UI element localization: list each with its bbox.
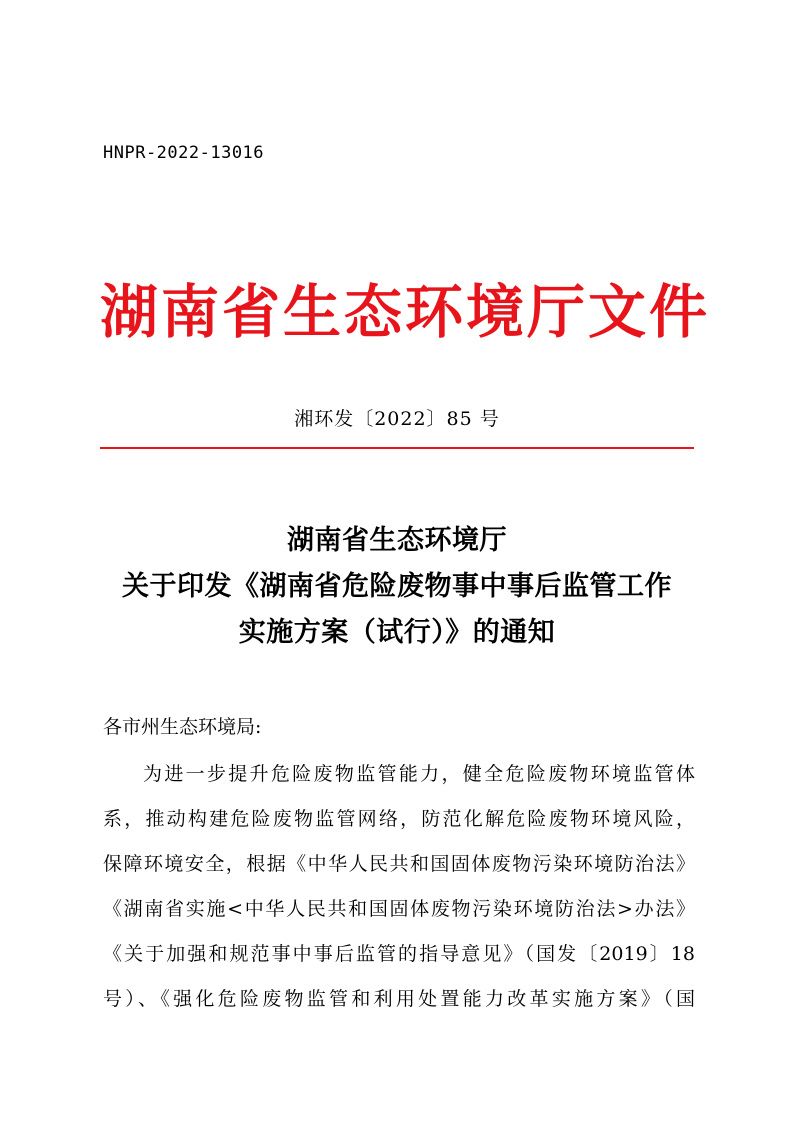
body-line-4: 《湖南省实施<中华人民共和国固体废物污染环境防治法>办法》 [103, 898, 695, 920]
title-line-3: 实施方案（试行）》的通知 [238, 617, 556, 648]
title-line-2: 关于印发《湖南省危险废物事中事后监管工作 [122, 571, 672, 602]
issuer-header: 湖南省生态环境厅文件 [100, 278, 711, 346]
body-paragraph [103, 752, 695, 1022]
title-line-1: 湖南省生态环境厅 [287, 525, 507, 556]
body-line-1: 为进一步提升危险废物监管能力，健全危险废物环境监管体 [143, 763, 695, 785]
body-line-2: 系，推动构建危险废物监管网络，防范化解危险废物环境风险， [103, 808, 695, 830]
document-code: HNPR-2022-13016 [103, 143, 265, 163]
red-divider-line [100, 447, 694, 449]
body-line-5: 《关于加强和规范事中事后监管的指导意见》（国发〔2019〕18 [103, 943, 695, 965]
salutation: 各市州生态环境局: [103, 716, 262, 738]
document-title [80, 518, 714, 656]
body-line-6: 号）、《强化危险废物监管和利用处置能力改革实施方案》（国 [103, 988, 695, 1010]
document-number: 湘环发〔2022〕85 号 [294, 408, 500, 430]
body-line-3: 保障环境安全，根据《中华人民共和国固体废物污染环境防治法》 [103, 853, 695, 875]
